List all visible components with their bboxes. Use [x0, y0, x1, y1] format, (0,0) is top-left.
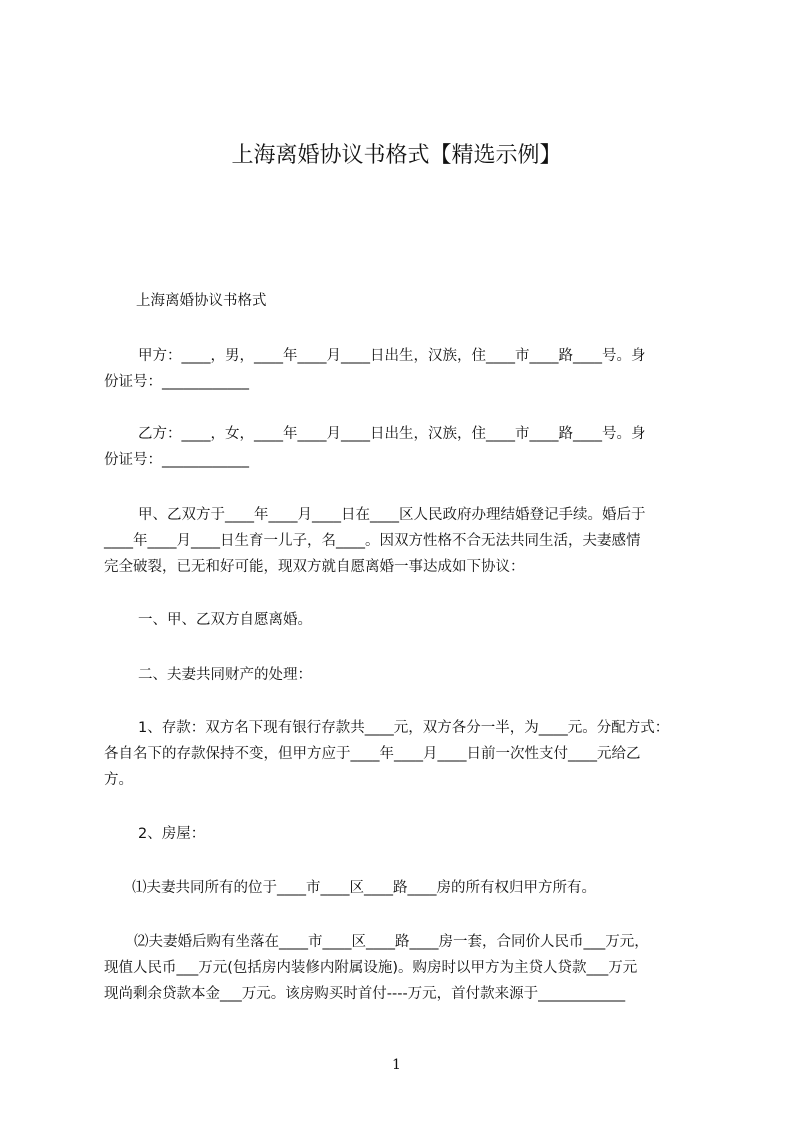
clause-1-line: 一、甲、乙双方自愿离婚。: [138, 612, 312, 628]
clause-1-paragraph: [104, 607, 704, 633]
party-a-line-2: 份证号：____________: [104, 374, 249, 390]
page-number: 1: [392, 1057, 401, 1073]
party-b-line-2: 份证号：____________: [104, 452, 249, 468]
subtitle-line: 上海离婚协议书格式: [136, 293, 267, 309]
party-b-line-1: 乙方：____，女，____年____月____日出生，汉族，住____市____路____号。身: [138, 426, 646, 442]
deposit-line-1: 1、存款：双方名下现有银行存款共____元，双方各分一半，为____元。分配方式：: [138, 720, 670, 736]
house-item-2-line-1: ⑵夫妻婚后购有坐落在____市____区____路____房一套，合同价人民币___万元，: [134, 934, 649, 950]
subtitle-paragraph: [104, 288, 704, 314]
house-item-1-line: ⑴夫妻共同所有的位于____市____区____路____房的所有权归甲方所有。: [132, 880, 596, 896]
house-item-2-line-3: 现尚剩余贷款本金___万元。该房购买时首付----万元，首付款来源于____________: [104, 986, 626, 1002]
party-b-paragraph: [104, 421, 704, 473]
deposit-line-2: 各自名下的存款保持不变，但甲方应于____年____月____日前一次性支付____元给乙: [104, 746, 641, 762]
house-heading-line: 2、房屋：: [138, 826, 206, 842]
house-heading-paragraph: [104, 821, 704, 847]
intro-line-2: ____年____月____日生育一儿子，名____。因双方性格不合无法共同生活，夫妻感情: [104, 533, 641, 549]
intro-line-3: 完全破裂，已无和好可能，现双方就自愿离婚一事达成如下协议：: [104, 559, 525, 575]
house-item-1-paragraph: [104, 875, 704, 901]
clause-2-line: 二、夫妻共同财产的处理：: [138, 667, 312, 683]
clause-2-paragraph: [104, 662, 704, 688]
document-title: 上海离婚协议书格式【精选示例】: [231, 143, 562, 168]
intro-line-1: 甲、乙双方于____年____月____日在____区人民政府办理结婚登记手续。婚后于: [138, 507, 646, 523]
deposit-paragraph: [104, 715, 704, 793]
house-item-2-paragraph: [104, 929, 704, 1007]
house-item-2-line-2: 现值人民币___万元(包括房内装修内附属设施)。购房时以甲方为主贷人贷款___万元: [104, 960, 638, 976]
party-a-line-1: 甲方：____，男，____年____月____日出生，汉族，住____市____路____号。身: [138, 348, 646, 364]
party-a-paragraph: [104, 343, 704, 395]
intro-paragraph: [104, 502, 704, 580]
deposit-line-3: 方。: [104, 772, 133, 788]
